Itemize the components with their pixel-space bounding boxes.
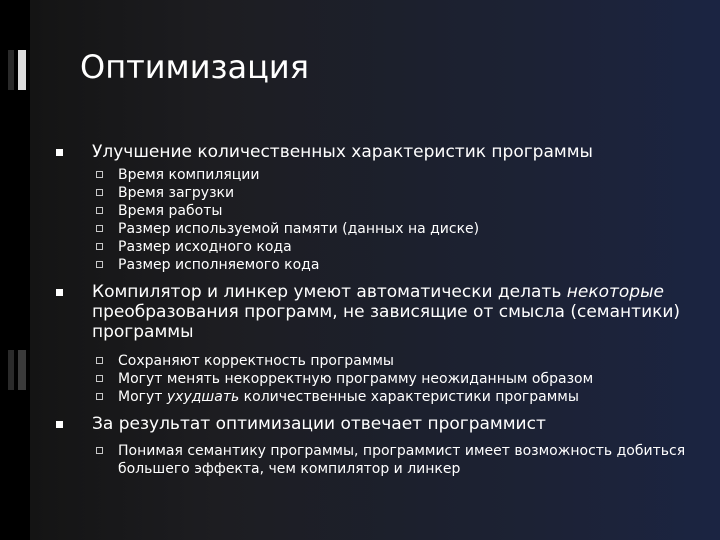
bullet-point [52, 414, 692, 434]
sub-bullet-text: Сохраняют корректность программы [118, 353, 394, 369]
bullet-text-italic: некоторые [566, 282, 664, 302]
sub-list [52, 166, 692, 274]
sub-bullet [52, 202, 692, 220]
hollow-square-bullet-icon [96, 447, 103, 454]
sub-bullet-text: Размер исполняемого кода [118, 257, 320, 273]
hollow-square-bullet-icon [96, 375, 103, 382]
decorative-stripe [18, 350, 26, 390]
decorative-stripe [8, 350, 14, 390]
slide-title: Оптимизация [80, 48, 309, 86]
sub-bullet-text: Время загрузки [118, 185, 235, 201]
hollow-square-bullet-icon [96, 207, 103, 214]
sub-bullet-text: Размер используемой памяти (данных на диске) [118, 221, 480, 237]
bullet-text: За результат оптимизации отвечает программист [92, 414, 546, 434]
hollow-square-bullet-icon [96, 357, 103, 364]
bullet-text-part: преобразования программ, не зависящие от смысла (семантики) программы [92, 302, 681, 342]
sub-bullet [52, 166, 692, 184]
hollow-square-bullet-icon [96, 225, 103, 232]
sub-bullet-text: Понимая семантику программы, программист имеет возможность добиться большего эффекта, чем компилятор и линкер [118, 443, 686, 477]
sub-bullet-text: Размер исходного кода [118, 239, 292, 255]
sub-bullet [52, 184, 692, 202]
sub-bullet [52, 238, 692, 256]
sub-bullet-text: Время работы [118, 203, 223, 219]
sub-bullet-text: Могут менять некорректную программу неожиданным образом [118, 371, 594, 387]
sub-bullet-text: Время компиляции [118, 167, 260, 183]
sub-list [52, 442, 692, 478]
hollow-square-bullet-icon [96, 393, 103, 400]
sub-bullet [52, 442, 692, 478]
hollow-square-bullet-icon [96, 189, 103, 196]
decorative-stripe [18, 50, 26, 90]
sub-bullet [52, 256, 692, 274]
sub-bullet-text-italic: ухудшать [166, 389, 240, 405]
bullet-point [52, 142, 692, 162]
sub-bullet [52, 370, 692, 388]
bullet-point [52, 282, 692, 342]
square-bullet-icon [56, 421, 63, 428]
sub-bullet-text-part: количественные характеристики программы [239, 389, 579, 405]
square-bullet-icon [56, 149, 63, 156]
hollow-square-bullet-icon [96, 171, 103, 178]
decorative-stripe [8, 50, 14, 90]
hollow-square-bullet-icon [96, 261, 103, 268]
square-bullet-icon [56, 289, 63, 296]
slide-content [52, 142, 692, 486]
hollow-square-bullet-icon [96, 243, 103, 250]
bullet-text: Улучшение количественных характеристик программы [92, 142, 593, 162]
sub-bullet [52, 352, 692, 370]
sub-bullet [52, 388, 692, 406]
sub-bullet-text-part: Могут [118, 389, 167, 405]
sub-list [52, 352, 692, 406]
sub-bullet [52, 220, 692, 238]
bullet-text-part: Компилятор и линкер умеют автоматически делать [92, 282, 567, 302]
